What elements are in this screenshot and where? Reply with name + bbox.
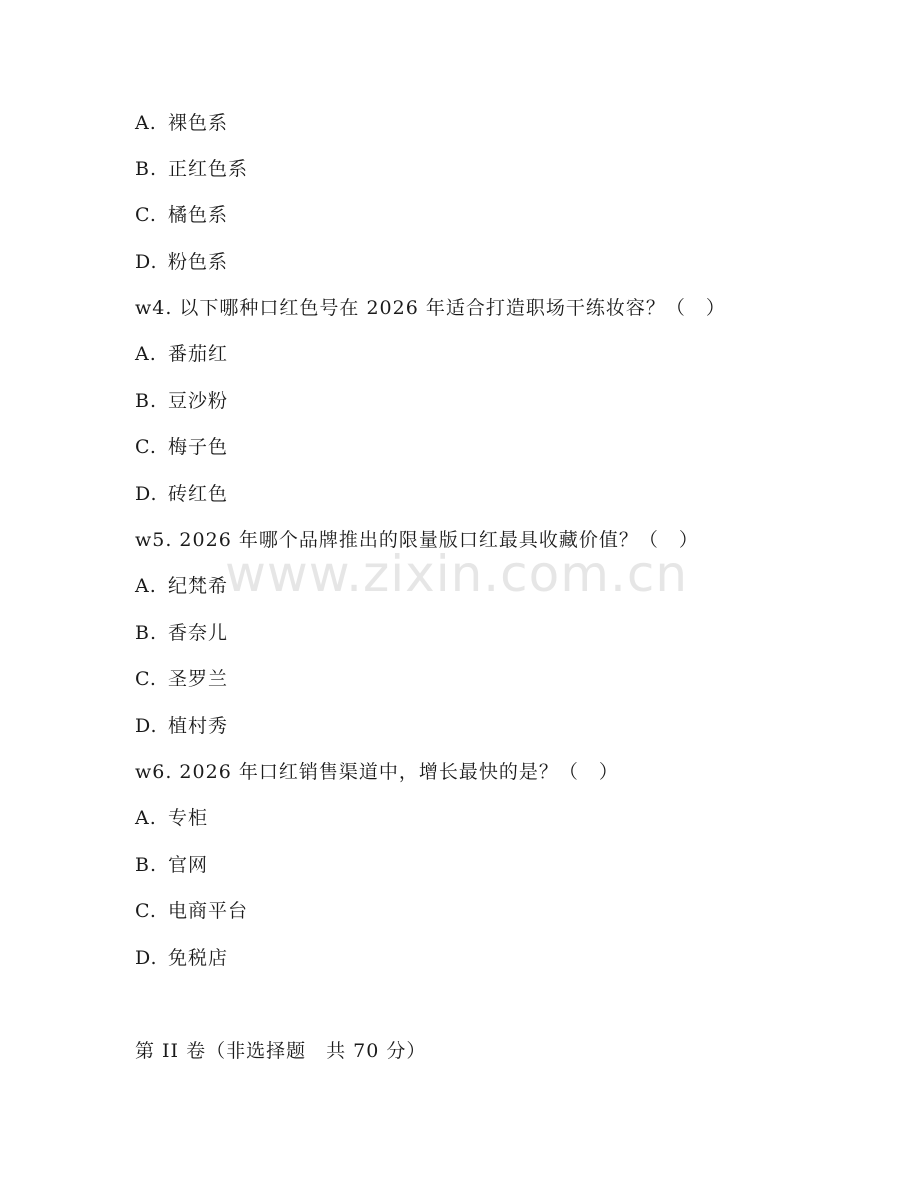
option-text: 官网 bbox=[168, 854, 209, 876]
q4-option-b bbox=[135, 389, 228, 413]
option-text: 专柜 bbox=[168, 807, 209, 829]
q5-option-c bbox=[135, 667, 228, 691]
option-letter: B. bbox=[135, 854, 158, 876]
q3-option-b bbox=[135, 157, 248, 181]
option-text: 植村秀 bbox=[168, 715, 229, 737]
q4-option-a bbox=[135, 342, 228, 366]
q5-stem: w5. 2026 年哪个品牌推出的限量版口红最具收藏价值？（ ） bbox=[135, 529, 699, 551]
q3-option-d bbox=[135, 250, 228, 274]
option-text: 免税店 bbox=[168, 947, 229, 969]
q3-option-a bbox=[135, 111, 228, 135]
q6-option-c bbox=[135, 899, 248, 923]
option-letter: A. bbox=[135, 807, 157, 829]
q6-option-d bbox=[135, 946, 228, 970]
option-text: 正红色系 bbox=[168, 158, 249, 180]
option-letter: B. bbox=[135, 390, 158, 412]
option-letter: D. bbox=[135, 483, 158, 505]
q3-option-c bbox=[135, 203, 228, 227]
q5-option-a bbox=[135, 574, 228, 598]
q6-option-b bbox=[135, 853, 208, 877]
option-text: 圣罗兰 bbox=[168, 668, 229, 690]
option-letter: C. bbox=[135, 204, 157, 226]
option-letter: A. bbox=[135, 112, 157, 134]
option-text: 砖红色 bbox=[168, 483, 229, 505]
option-letter: C. bbox=[135, 900, 157, 922]
option-letter: A. bbox=[135, 575, 157, 597]
option-text: 香奈儿 bbox=[168, 622, 229, 644]
option-letter: A. bbox=[135, 343, 157, 365]
option-letter: C. bbox=[135, 668, 157, 690]
option-text: 番茄红 bbox=[168, 343, 229, 365]
option-text: 裸色系 bbox=[168, 112, 229, 134]
option-text: 豆沙粉 bbox=[168, 390, 229, 412]
option-letter: B. bbox=[135, 158, 158, 180]
option-letter: D. bbox=[135, 715, 158, 737]
q6-option-a bbox=[135, 806, 208, 830]
q4-option-d bbox=[135, 482, 228, 506]
option-letter: B. bbox=[135, 622, 158, 644]
q5-option-b bbox=[135, 621, 228, 645]
option-text: 橘色系 bbox=[168, 204, 229, 226]
section-title: 第 II 卷（非选择题 共 70 分） bbox=[135, 1040, 427, 1062]
q6-stem: w6. 2026 年口红销售渠道中，增长最快的是？（ ） bbox=[135, 761, 619, 783]
q4-stem: w4. 以下哪种口红色号在 2026 年适合打造职场干练妆容？（ ） bbox=[135, 297, 726, 319]
q4-option-c bbox=[135, 435, 228, 459]
option-text: 纪梵希 bbox=[168, 575, 229, 597]
option-letter: D. bbox=[135, 251, 158, 273]
option-letter: D. bbox=[135, 947, 158, 969]
option-letter: C. bbox=[135, 436, 157, 458]
option-text: 梅子色 bbox=[168, 436, 229, 458]
watermark: www.zixin.com.cn bbox=[225, 545, 689, 603]
q5-option-d bbox=[135, 714, 228, 738]
option-text: 电商平台 bbox=[168, 900, 249, 922]
option-text: 粉色系 bbox=[168, 251, 229, 273]
